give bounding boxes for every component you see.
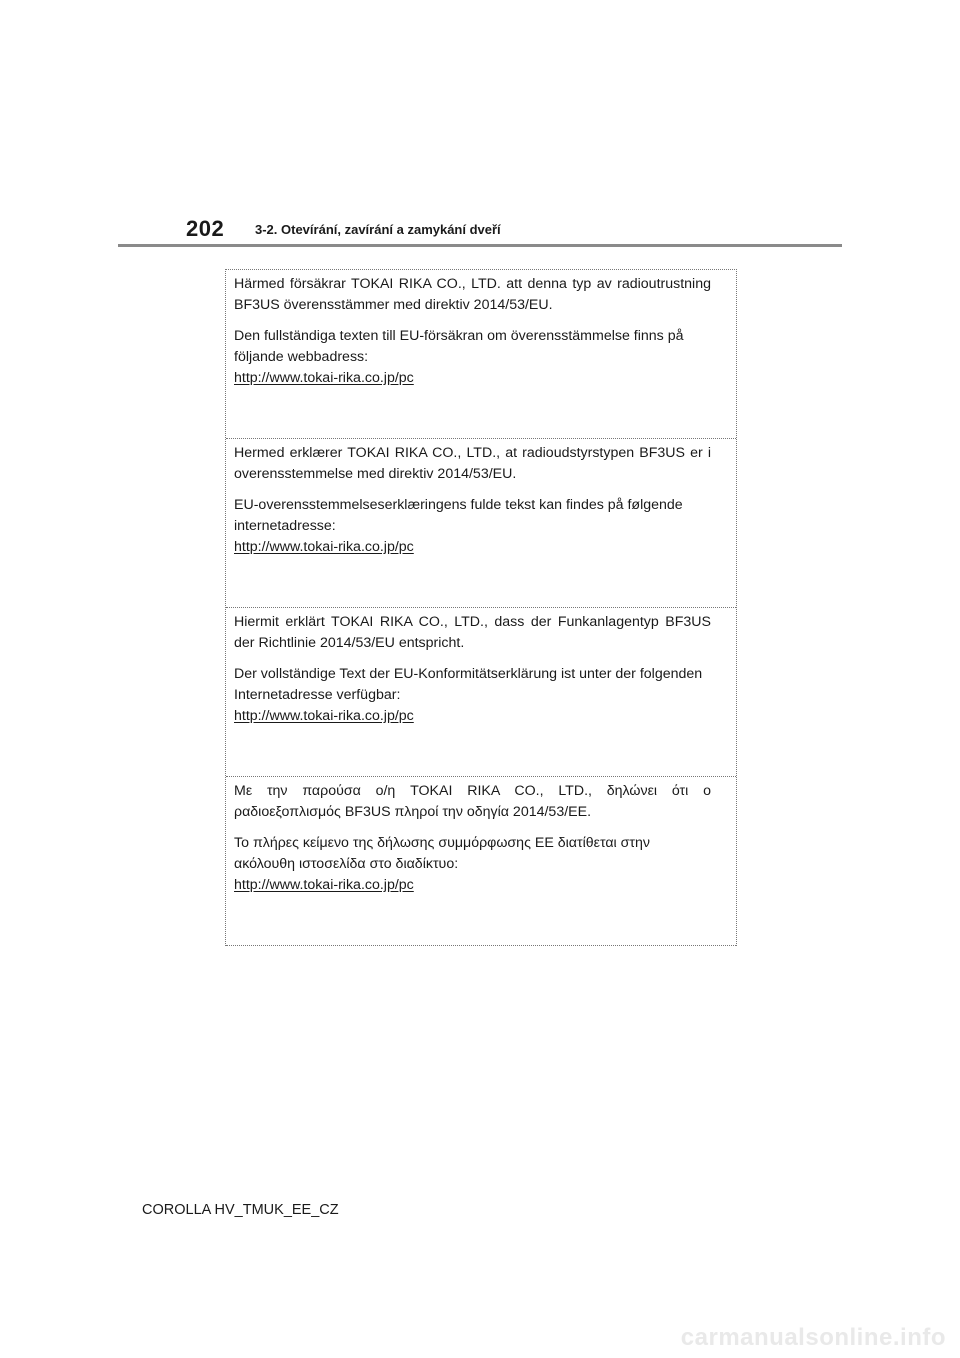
declaration-table bbox=[225, 269, 737, 946]
declaration-statement: Härmed försäkrar TOKAI RIKA CO., LTD. att denna typ av radioutrustning BF3US överensstämmer med direktiv 2014/53/EU. bbox=[234, 276, 711, 313]
declaration-url-link[interactable]: http://www.tokai-rika.co.jp/pc bbox=[234, 539, 414, 555]
header-rule bbox=[118, 244, 842, 247]
availability-text: Den fullständiga texten till EU-försäkran om överensstämmelse finns på följande webbadress: bbox=[234, 328, 684, 365]
availability-text: EU-overensstemmelseserklæringens fulde tekst kan findes på følgende internetadresse: bbox=[234, 497, 683, 534]
declaration-statement: Hiermit erklärt TOKAI RIKA CO., LTD., dass der Funkanlagentyp BF3US der Richtlinie 2014/53/EU entspricht. bbox=[234, 614, 711, 651]
availability-text: Der vollständige Text der EU-Konformitätserklärung ist unter der folgenden Internetadresse verfügbar: bbox=[234, 666, 703, 703]
declaration-statement: Με την παρούσα ο/η TOKAI RIKA CO., LTD., δηλώνει ότι ο ραδιοεξοπλισμός BF3US πληροί την οδηγία 2014/53/ΕΕ. bbox=[234, 783, 711, 820]
declaration-url-link[interactable]: http://www.tokai-rika.co.jp/pc bbox=[234, 708, 414, 724]
declaration-cell-german bbox=[226, 608, 736, 777]
declaration-cell-swedish bbox=[226, 270, 736, 439]
declaration-statement: Hermed erklærer TOKAI RIKA CO., LTD., at radioudstyrstypen BF3US er i overensstemmelse med direktiv 2014/53/EU. bbox=[234, 445, 711, 482]
declaration-availability bbox=[234, 326, 711, 389]
declaration-availability bbox=[234, 833, 711, 896]
watermark: carmanualsonline.info bbox=[680, 1324, 946, 1351]
section-title: 3-2. Otevírání, zavírání a zamykání dveří bbox=[255, 222, 501, 237]
declaration-url-link[interactable]: http://www.tokai-rika.co.jp/pc bbox=[234, 370, 414, 386]
declaration-availability bbox=[234, 664, 711, 727]
declaration-cell-danish bbox=[226, 439, 736, 608]
footer-model-code: COROLLA HV_TMUK_EE_CZ bbox=[142, 1202, 339, 1218]
page-number: 202 bbox=[186, 216, 225, 241]
availability-text: Το πλήρες κείμενο της δήλωσης συμμόρφωσης ΕΕ διατίθεται στην ακόλουθη ιστοσελίδα στο διαδίκτυο: bbox=[234, 835, 650, 872]
declaration-cell-greek bbox=[226, 777, 736, 946]
declaration-url-link[interactable]: http://www.tokai-rika.co.jp/pc bbox=[234, 877, 414, 893]
declaration-availability bbox=[234, 495, 711, 558]
